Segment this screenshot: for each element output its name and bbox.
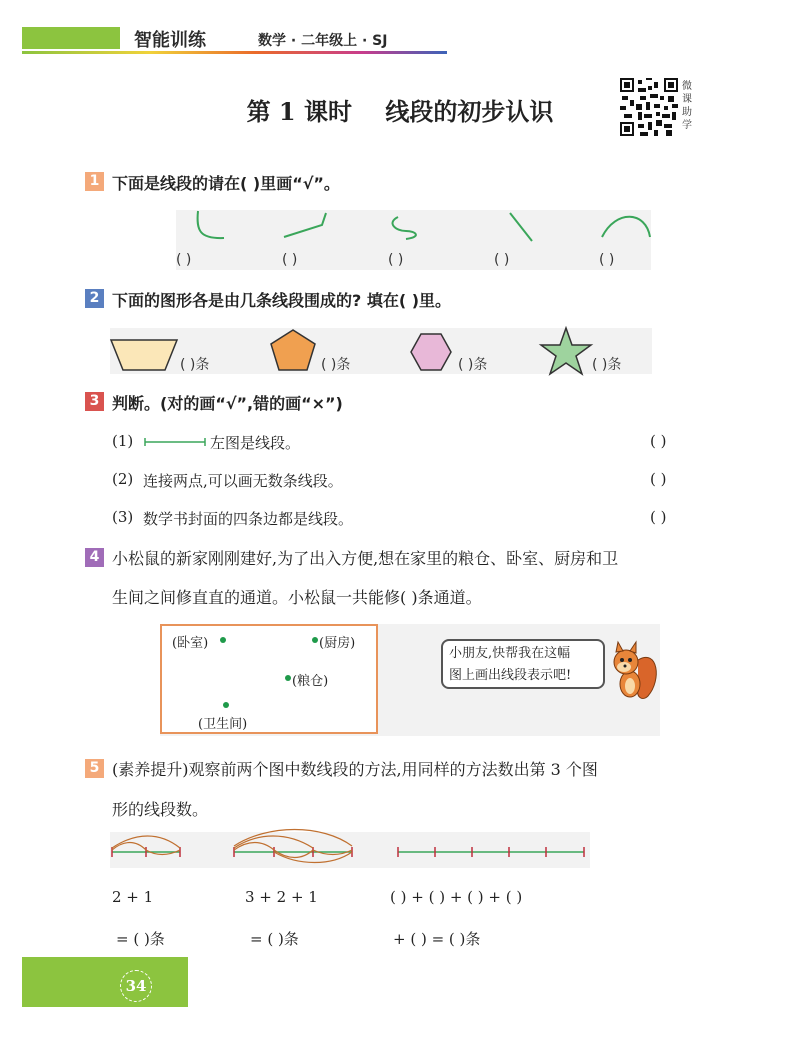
granary-label: (粮仓) [292, 674, 329, 689]
q1-paren-1[interactable]: ( ) [176, 252, 192, 268]
speech-bubble [441, 639, 605, 689]
question-1-number: 1 [85, 172, 104, 191]
footer-bar [22, 957, 188, 1007]
header-subject: 数学 · 二年级上 · SJ [258, 33, 388, 49]
q3-item-3-label: (3) [112, 508, 134, 526]
question-5-line-1: (素养提升)观察前两个图中数线段的方法,用同样的方法数出第 3 个图 [112, 760, 598, 779]
trapezoid-shape [111, 340, 177, 370]
q3-item-3-text: 数学书封面的四条边都是线段。 [143, 510, 354, 528]
question-5-figures [108, 826, 598, 870]
q1-paren-5[interactable]: ( ) [599, 252, 615, 268]
q5-result-1[interactable]: = ( )条 [116, 930, 165, 948]
question-3-number: 3 [85, 392, 104, 411]
granary-point[interactable] [285, 675, 291, 681]
qr-code-icon[interactable] [620, 78, 678, 136]
q5-result-3[interactable]: + ( ) = ( )条 [393, 930, 481, 948]
question-1-figures [176, 205, 656, 250]
q3-item-2-text: 连接两点,可以画无数条线段。 [143, 472, 343, 490]
q5-expression-2: 3 + 2 + 1 [245, 888, 318, 906]
header-brand: 智能训练 [134, 30, 206, 51]
figure-zigzag [284, 213, 326, 237]
q5-expression-3[interactable]: ( ) + ( ) + ( ) + ( ) [390, 888, 523, 906]
q2-blank-1[interactable]: ( )条 [180, 357, 210, 373]
toilet-label: (卫生间) [198, 717, 248, 732]
q3-segment-figure [143, 436, 207, 448]
question-1-text: 下面是线段的请在( )里画“√”。 [112, 174, 340, 193]
question-4-line-2: 生间之间修直直的通道。小松鼠一共能修( )条通道。 [112, 588, 482, 607]
q2-blank-2[interactable]: ( )条 [321, 357, 351, 373]
header-rainbow-line [22, 51, 447, 54]
bubble-line-2: 图上画出线段表示吧! [449, 668, 572, 683]
kitchen-label: (厨房) [319, 636, 356, 651]
q3-item-2-paren[interactable]: ( ) [650, 470, 667, 488]
figure-arc [602, 217, 650, 237]
q5-expression-1: 2 + 1 [112, 888, 154, 906]
q3-item-3-paren[interactable]: ( ) [650, 508, 667, 526]
bedroom-point[interactable] [220, 637, 226, 643]
question-2-number: 2 [85, 289, 104, 308]
header-color-bar [22, 27, 120, 49]
star-shape [541, 328, 591, 374]
figure-segment [510, 213, 532, 241]
question-5-line-2: 形的线段数。 [112, 800, 209, 819]
question-4-number: 4 [85, 548, 104, 567]
question-4-line-1: 小松鼠的新家刚刚建好,为了出入方便,想在家里的粮仓、卧室、厨房和卫 [112, 549, 619, 568]
question-3-text: 判断。(对的画“√”,错的画“×”) [112, 394, 343, 413]
q1-paren-4[interactable]: ( ) [494, 252, 510, 268]
toilet-point[interactable] [223, 702, 229, 708]
q3-item-1-text: 左图是线段。 [210, 434, 301, 452]
q3-item-2-label: (2) [112, 470, 134, 488]
q5-result-2[interactable]: = ( )条 [250, 930, 299, 948]
page-number: 34 [120, 970, 152, 1002]
figure-s-curve [393, 217, 416, 239]
squirrel-icon [608, 640, 660, 702]
q2-blank-3[interactable]: ( )条 [458, 357, 488, 373]
q2-blank-4[interactable]: ( )条 [592, 357, 622, 373]
hexagon-shape [411, 334, 451, 370]
bedroom-label: (卧室) [172, 636, 209, 651]
q3-item-1-label: (1) [112, 432, 134, 450]
q1-paren-3[interactable]: ( ) [388, 252, 404, 268]
kitchen-point[interactable] [312, 637, 318, 643]
figure-curve-l [198, 211, 224, 238]
bubble-line-1: 小朋友,快帮我在这幅 [449, 646, 571, 661]
question-2-text: 下面的图形各是由几条线段围成的? 填在( )里。 [112, 291, 452, 310]
q3-item-1-paren[interactable]: ( ) [650, 432, 667, 450]
page-title: 第 1 课时 线段的初步认识 [246, 97, 554, 126]
question-5-number: 5 [85, 759, 104, 778]
pentagon-shape [271, 330, 315, 370]
qr-label: 微课助学 [682, 81, 692, 131]
q1-paren-2[interactable]: ( ) [282, 252, 298, 268]
